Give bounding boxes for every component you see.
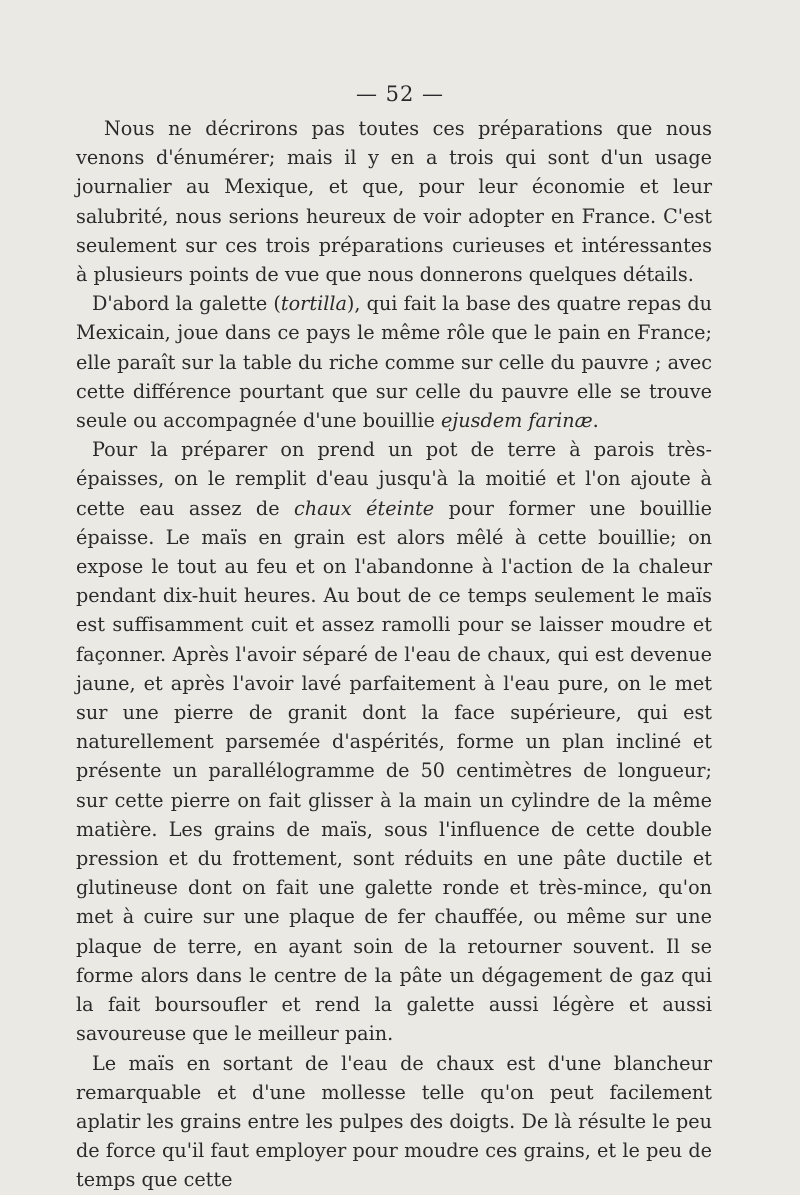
text-run: ), qui fait la base des quatre repas du Mexicain, joue dans ce pays le même rôle que le pain en France; elle paraît sur la table du riche comme sur celle du pauvre ; avec cette différence pourtant que sur celle du pauvre elle se trouve seule ou accompagnée d'une bouillie	[76, 292, 712, 433]
text-run: D'abord la galette (	[92, 292, 281, 316]
italic-text: tortilla	[280, 292, 347, 316]
page-number: — 52 —	[355, 82, 445, 106]
italic-text: chaux éteinte	[294, 496, 435, 520]
text-run: .	[592, 409, 599, 433]
text-run: pour former une bouillie épaisse. Le maïs en grain est alors mêlé à cette bouillie; on expose le tout au feu et on l'abandonne à l'action de la chaleur pendant dix-huit heures. Au bout de ce temps seulement le maïs est suffisamment cuit et assez ramolli pour se laisser moudre et façonner. Après l'avoir séparé de l'eau de chaux, qui est devenue jaune, et après l'avoir lavé parfaitement à l'eau pure, on le met sur une pierre de granit dont la face supérieure, qui est naturellement parsemée d'aspérités, forme un plan incliné et présente un parallélogramme de 50 centimètres de longueur; sur cette pierre on fait glisser à la main un cylindre de la même matière. Les grains de maïs, sous l'influence de cette double pression et du frottement, sont réduits en une pâte ductile et glutineuse dont on fait une galette ronde et très-mince, qu'on met à cuire sur une plaque de fer chauffée, ou même sur une plaque de terre, en ayant soin de la retourner souvent. Il se forme alors dans le centre de la pâte un dégagement de gaz qui la fait boursoufler et rend la galette aussi légère et aussi savoureuse que le meilleur pain.	[76, 496, 712, 1046]
text-run: Nous ne décrirons pas toutes ces préparations que nous venons d'énumérer; mais il y en a trois qui sont d'un usage journalier au Mexique, et que, pour leur économie et leur salubrité, nous serions heureux de voir adopter en France. C'est seulement sur ces trois préparations curieuses et intéressantes à plusieurs points de vue que nous donnerons quelques détails.	[76, 117, 712, 287]
paragraph	[76, 114, 712, 289]
text-run: Pour la préparer on prend un pot de terre à parois très-épaisses, on le remplit d'eau jusqu'à la moitié et l'on ajoute à cette eau assez de	[76, 438, 712, 520]
paragraph	[76, 289, 712, 435]
italic-text: ejusdem farinæ	[440, 409, 593, 433]
paragraph	[76, 1049, 712, 1195]
text-run: Le maïs en sortant de l'eau de chaux est d'une blancheur remarquable et d'une mollesse telle qu'on peut facilement aplatir les grains entre les pulpes des doigts. De là résulte le peu de force qu'il faut employer pour moudre ces grains, et le peu de temps que cette	[76, 1051, 712, 1192]
body-text	[76, 114, 712, 1195]
paragraph	[76, 435, 712, 1048]
